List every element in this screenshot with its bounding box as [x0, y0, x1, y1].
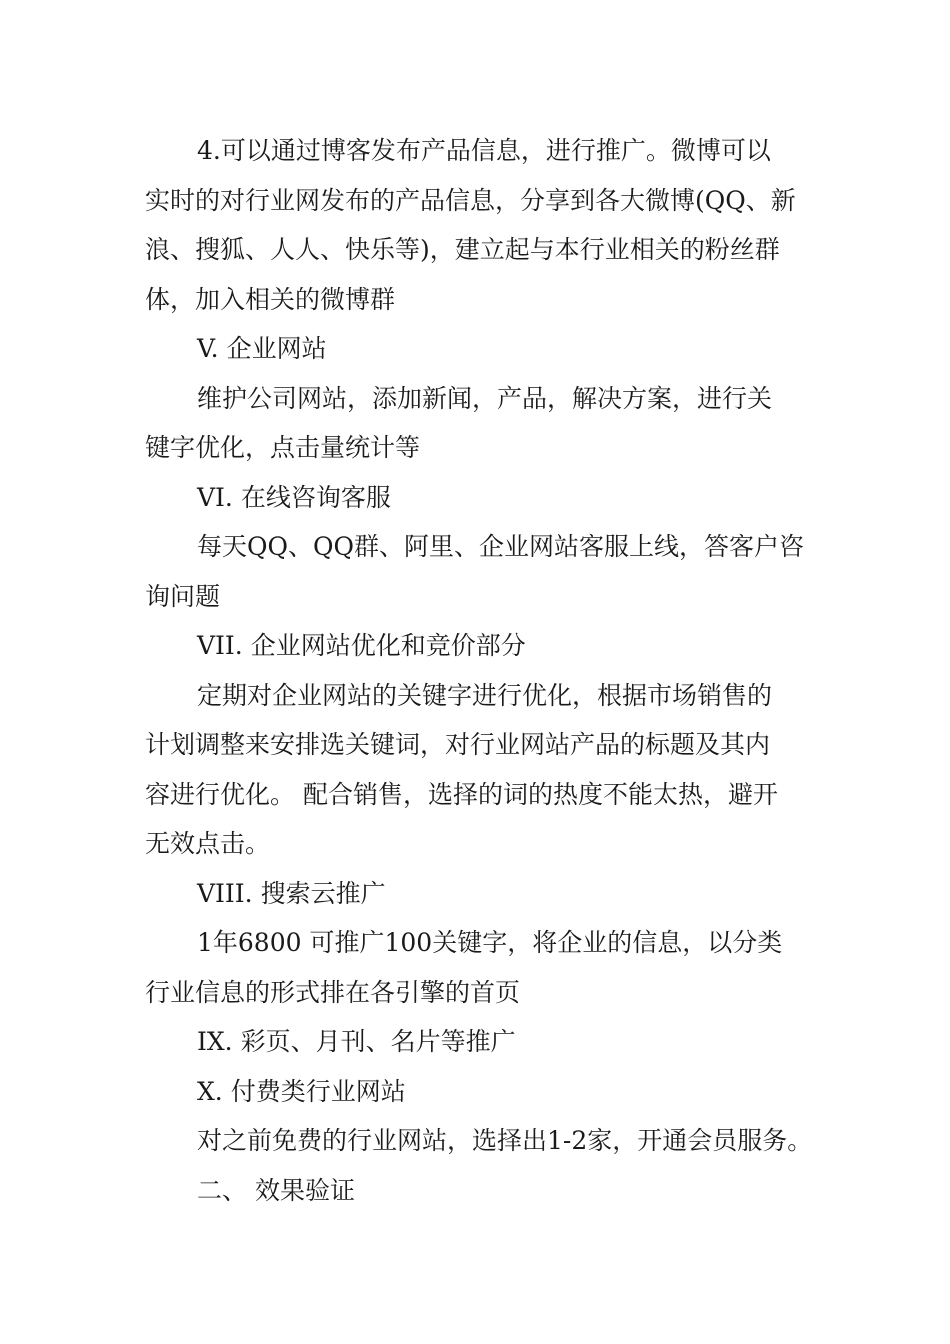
text-line: 浪、搜狐、人人、快乐等)，建立起与本行业相关的粉丝群 — [145, 235, 780, 264]
text-line: 定期对企业网站的关键字进行优化，根据市场销售的 — [197, 680, 773, 710]
section-heading-search-cloud: VIII. 搜索云推广 — [197, 878, 386, 908]
paragraph-seo-bidding — [145, 671, 825, 869]
text-line: 维护公司网站，添加新闻，产品，解决方案，进行关 — [197, 383, 773, 413]
paragraph-online-support — [145, 522, 825, 621]
section-heading-company-website: V. 企业网站 — [197, 334, 327, 363]
text-line: 计划调整来安排选关键词，对行业网站产品的标题及其内 — [145, 730, 771, 759]
section-heading-effect-verification: 二、 效果验证 — [197, 1175, 355, 1205]
text-line: 4.可以通过博客发布产品信息，进行推广。微博可以 — [197, 136, 771, 165]
text-line: 体，加入相关的微博群 — [145, 284, 396, 314]
text-line: 行业信息的形式排在各引擎的首页 — [145, 977, 521, 1007]
text-line: 1年6800 可推广100关键字，将企业的信息，以分类 — [197, 928, 783, 957]
text-line: 容进行优化。 配合销售，选择的词的热度不能太热，避开 — [145, 779, 778, 809]
paragraph-search-cloud — [145, 918, 825, 1017]
text-line: 对之前免费的行业网站，选择出1-2家，开通会员服务。 — [197, 1126, 813, 1155]
section-heading-seo-bidding: VII. 企业网站优化和竞价部分 — [197, 631, 526, 660]
section-heading-online-support: VI. 在线咨询客服 — [197, 482, 391, 512]
document-body — [145, 126, 825, 1215]
paragraph-website-maintenance — [145, 374, 825, 473]
text-line: 每天QQ、QQ群、阿里、企业网站客服上线，答客户咨 — [197, 532, 804, 561]
section-heading-print-promotion: IX. 彩页、月刊、名片等推广 — [197, 1027, 516, 1056]
text-line: 询问题 — [145, 581, 221, 611]
paragraph-blog-promotion — [145, 126, 825, 324]
text-line: 无效点击。 — [145, 829, 271, 858]
section-heading-paid-industry-sites: X. 付费类行业网站 — [197, 1076, 406, 1106]
text-line: 实时的对行业网发布的产品信息，分享到各大微博(QQ、新 — [145, 185, 796, 215]
text-line: 键字优化，点击量统计等 — [145, 433, 421, 462]
paragraph-paid-industry-sites — [145, 1116, 825, 1166]
